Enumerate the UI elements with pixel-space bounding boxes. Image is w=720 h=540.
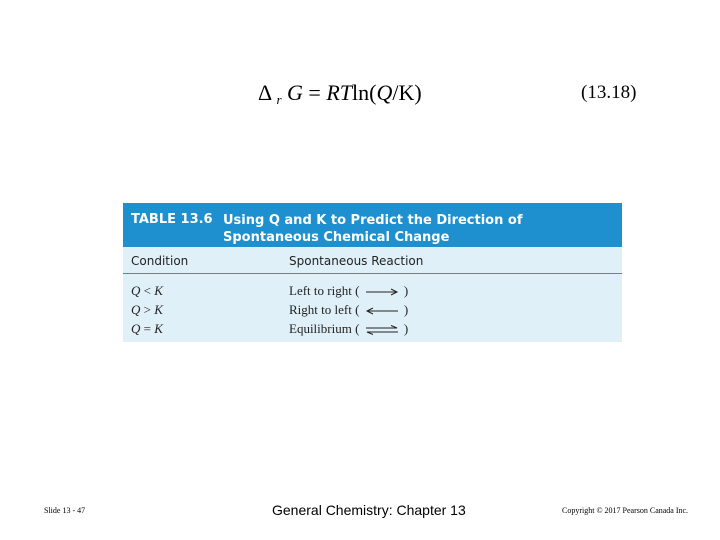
q-symbol: Q bbox=[131, 302, 141, 317]
close-paren: ) bbox=[403, 321, 409, 336]
slide-number: Slide 13 - 47 bbox=[44, 506, 86, 515]
column-header-reaction: Spontaneous Reaction bbox=[289, 254, 424, 268]
equation-number: (13.18) bbox=[581, 82, 637, 103]
table-header bbox=[123, 203, 622, 247]
delta-symbol: Δ bbox=[258, 80, 271, 105]
equation bbox=[258, 80, 422, 108]
right-arrow-icon bbox=[365, 287, 399, 297]
reaction-cell bbox=[289, 302, 408, 318]
course-title: General Chemistry: Chapter 13 bbox=[272, 502, 466, 518]
condition-cell bbox=[131, 283, 163, 299]
reaction-cell bbox=[289, 283, 408, 299]
table-row bbox=[123, 319, 622, 338]
k-symbol: K bbox=[154, 302, 163, 317]
column-headers bbox=[123, 249, 622, 274]
k-symbol: K bbox=[154, 321, 163, 336]
operator: = bbox=[143, 321, 151, 336]
reaction-text: Equilibrium ( bbox=[289, 321, 360, 336]
condition-cell bbox=[131, 321, 163, 337]
condition-cell bbox=[131, 302, 163, 318]
subscript-r: r bbox=[276, 92, 282, 107]
equilibrium-arrows-icon bbox=[365, 325, 399, 335]
close-paren: ) bbox=[403, 283, 409, 298]
g-symbol: G bbox=[287, 80, 303, 105]
left-arrow-icon bbox=[365, 306, 399, 316]
reaction-text: Right to left ( bbox=[289, 302, 360, 317]
q-symbol: Q bbox=[131, 283, 141, 298]
k-symbol: K bbox=[154, 283, 163, 298]
operator: < bbox=[143, 283, 151, 298]
k-term: /K) bbox=[392, 80, 422, 105]
q-term: Q bbox=[376, 80, 393, 105]
equals-sign: = bbox=[308, 80, 321, 105]
table-13-6 bbox=[123, 203, 622, 342]
q-symbol: Q bbox=[131, 321, 141, 336]
table-row bbox=[123, 281, 622, 300]
table-row bbox=[123, 300, 622, 319]
reaction-cell bbox=[289, 321, 408, 337]
column-header-condition: Condition bbox=[131, 254, 189, 268]
table-title: Using Q and K to Predict the Direction of Spontaneous Chemical Change bbox=[223, 213, 523, 245]
close-paren: ) bbox=[403, 302, 409, 317]
copyright-text: Copyright © 2017 Pearson Canada Inc. bbox=[562, 506, 689, 515]
ln-term: ln( bbox=[352, 80, 377, 105]
table-number: TABLE 13.6 bbox=[131, 212, 213, 227]
reaction-text: Left to right ( bbox=[289, 283, 360, 298]
rt-term: RT bbox=[326, 80, 352, 105]
operator: > bbox=[143, 302, 151, 317]
